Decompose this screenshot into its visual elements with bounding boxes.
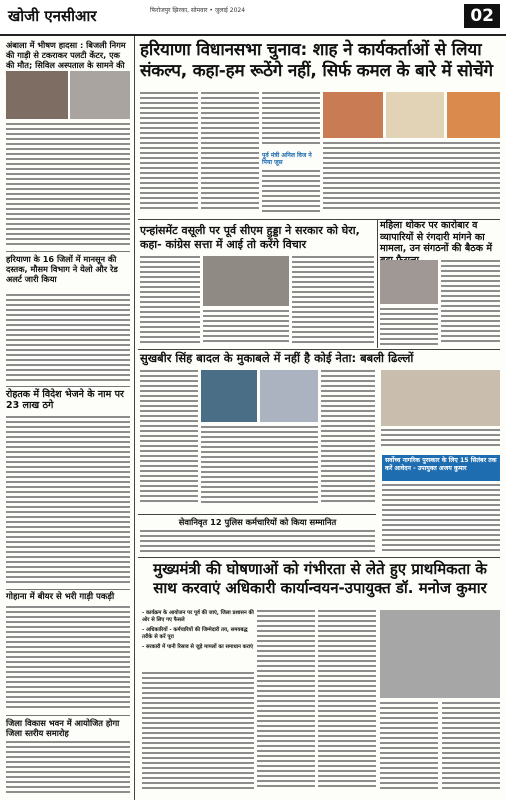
hooda-headline: एन्हांसमेंट वसूली पर पूर्व सीएम हुड्डा ने सरकार को घेरा, कहा- कांग्रेस सत्ता में आई तो करेंगे विचार — [140, 224, 360, 251]
left-text-4 — [6, 606, 130, 713]
divider — [6, 251, 130, 252]
bottom-text-4 — [380, 702, 438, 796]
right-photo-2 — [381, 370, 500, 426]
main-photo-3 — [447, 92, 500, 138]
left-text-2 — [6, 294, 130, 382]
masthead-info: फिरोजपुर झिरका, सोमवार • जुलाई 2024 — [150, 7, 246, 14]
divider — [6, 386, 130, 387]
main-photo-2 — [386, 92, 444, 138]
bottom-text-2 — [257, 610, 315, 796]
left-photo-1 — [6, 71, 68, 119]
left-headline-2: हरियाणा के 16 जिलों में मानसून की दस्तक, मौसम विभाग ने येलो और रेड अलर्ट जारी किया — [6, 254, 118, 284]
main-photo-1 — [323, 92, 383, 138]
right-headline: महिला थोकर पर कारोबार व व्यापारियों से रंगदारी मांगने का मामला, उन संगठनों की बैठक में — [380, 220, 493, 254]
bottom-headline: मुख्यमंत्री की घोषणाओं को गंभीरता से लेते हुए प्राथमिकता के साथ करवाएं अधिकारी कार्यान्वयन-उपायुक्त डॉ. मनोज कुमार — [153, 560, 487, 597]
left-headline-4: गोहाना में बीयर से भरी गाड़ी पकड़ी — [6, 592, 115, 602]
main-headline: हरियाणा विधानसभा चुनाव: शाह ने कार्यकर्ताओं से लिया संकल्प, कहा-हम रूठेंगे नहीं, सिर्फ कमल के बारे में सोचेंगे — [140, 40, 493, 81]
right-text-3 — [381, 429, 500, 451]
hooda-photo — [203, 256, 289, 306]
masthead — [0, 0, 506, 36]
sukhbir-headline: सुखबीर सिंह बादल के मुकाबले में नहीं है कोई नेता: बबली ढिल्लों — [140, 351, 414, 365]
column-divider — [134, 36, 135, 800]
right-text-1 — [441, 260, 500, 348]
award-box-headline: सर्वोच्च नागरिक पुरस्कार के लिए 15 सितंबर तक करें आवेदन - उपायुक्त अजय कुमार — [382, 455, 500, 481]
sukhbir-text-1 — [140, 370, 198, 510]
bullet-item: - अधिकारियों - कर्मचारियों की जिम्मेदारी तय, समयबद्ध तरीके से करें पूरा — [142, 627, 248, 640]
left-text-5 — [6, 741, 130, 796]
brand-logo: खोजी एनसीआर — [8, 7, 97, 25]
bottom-text-5 — [442, 702, 500, 796]
main-story-col-3 — [262, 92, 320, 150]
left-headline-1: अंबाला में भीषण हादसा : बिजली निगम की गाड़ी से टकराकर पलटी केंटर, एक की मौत; सिविल अस्पताल के सामने की — [6, 40, 126, 70]
seva-text — [140, 530, 375, 556]
right-text-2 — [380, 308, 438, 348]
sukhbir-text-2 — [201, 426, 318, 510]
section-divider — [138, 349, 500, 350]
hooda-text-1 — [140, 256, 200, 348]
column-divider-right — [377, 220, 378, 348]
main-story-col-1 — [140, 92, 198, 216]
right-photo-1 — [380, 260, 438, 304]
left-headline-3: रोहतक में विदेश भेजने के नाम पर 23 लाख ठगे — [6, 389, 124, 411]
bullet-list — [142, 610, 254, 651]
left-headline-5: जिला विकास भवन में आयोजित होगा जिला स्तरीय समारोह — [6, 718, 120, 738]
left-photo-2 — [70, 71, 130, 119]
main-photo-captions — [323, 142, 500, 216]
hooda-text-2 — [292, 256, 374, 348]
seva-headline: सेवानिवृत 12 पुलिस कर्मचारियों को किया सम्मानित — [178, 517, 337, 527]
section-divider — [138, 557, 500, 558]
left-text-3 — [6, 416, 130, 586]
page-number: 02 — [464, 4, 500, 28]
divider — [6, 589, 130, 590]
sukhbir-text-3 — [321, 370, 375, 510]
bottom-text-1 — [142, 672, 254, 796]
main-subhead: पूर्व मंत्री अनिल विज ने पिया जूस — [262, 152, 312, 166]
award-box-text — [382, 484, 500, 556]
hooda-text-3 — [203, 310, 289, 348]
bullet-item: - कार्यक्रम के आयोजन पर पूर्व की जाएं, जिला प्रशासन की ओर से लिए गए फैसले — [142, 610, 254, 623]
main-story-col-3b — [262, 170, 320, 216]
left-text-1 — [6, 123, 130, 249]
bottom-text-3 — [318, 610, 376, 796]
bottom-photo — [380, 610, 500, 698]
section-divider — [138, 514, 376, 515]
sukhbir-photo-2 — [260, 370, 318, 422]
sukhbir-photo-1 — [201, 370, 257, 422]
bullet-item: - सरकारी में पानी रिसाव से जुड़े मामलों का समाधान कराएं — [142, 644, 253, 651]
divider — [6, 715, 130, 716]
main-story-col-2 — [201, 92, 259, 216]
